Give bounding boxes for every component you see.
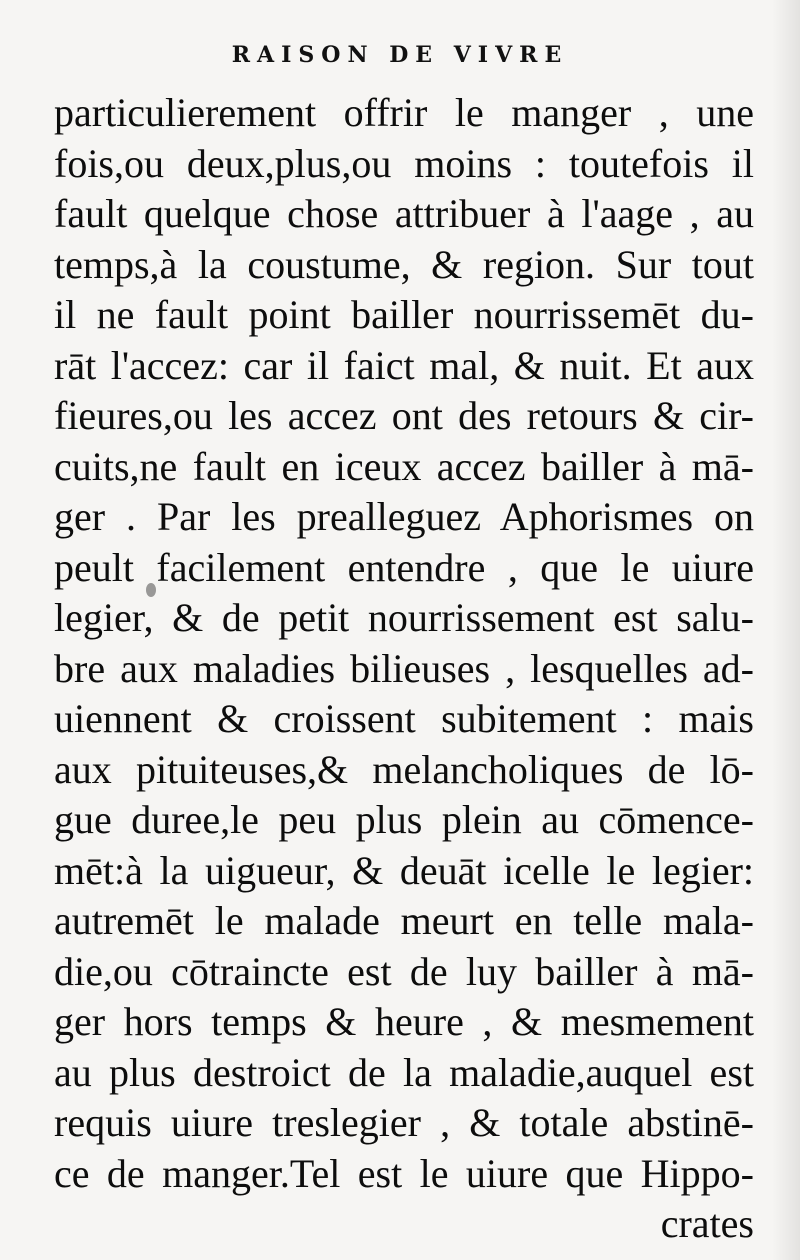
- running-head: RAISON DE VIVRE: [231, 42, 569, 68]
- page-edge-shadow: [772, 0, 800, 1260]
- text-line: particulierement offrir le manger , une: [54, 90, 754, 135]
- text-line: ger . Par les prealleguez Aphorismes on: [54, 494, 754, 539]
- text-line: bre aux maladies bilieuses , lesquelles ad-: [54, 645, 754, 691]
- text-line: il ne fault point bailler nourrissemēt du-: [54, 292, 754, 337]
- text-line: fault quelque chose attribuer à l'aage , au: [54, 191, 754, 236]
- text-line: au plus destroict de la maladie,auquel est: [54, 1049, 754, 1095]
- text-line: rāt l'accez: car il faict mal, & nuit. Et aux: [54, 342, 754, 388]
- text-line: fieures,ou les accez ont des retours & cir-: [54, 393, 754, 438]
- ink-blot: [146, 583, 156, 597]
- text-line: peult facilement entendre , que le uiure: [54, 544, 754, 590]
- body-text: [54, 88, 754, 1250]
- text-line: fois,ou deux,plus,ou moins : toutefois il: [54, 140, 754, 186]
- text-line: gue duree,le peu plus plein au cōmence-: [54, 797, 754, 842]
- text-line: uiennent & croissent subitement : mais: [54, 696, 754, 741]
- text-line: autremēt le malade meurt en telle mala-: [54, 898, 754, 943]
- text-line: legier, & de petit nourrissement est salu-: [54, 595, 754, 640]
- text-line: ce de manger.Tel est le uiure que Hippo-: [54, 1150, 754, 1196]
- text-line: die,ou cōtraincte est de luy bailler à mā-: [54, 948, 754, 994]
- text-line: cuits,ne fault en iceux accez bailler à mā-: [54, 443, 754, 489]
- text-line: ger hors temps & heure , & mesmement: [54, 999, 754, 1044]
- text-line: mēt:à la uigueur, & deuāt icelle le legier:: [54, 847, 754, 893]
- text-line: requis uiure treslegier , & totale abstinē-: [54, 1100, 754, 1145]
- text-line: temps,à la coustume, & region. Sur tout: [54, 241, 754, 287]
- text-line: aux pituiteuses,& melancholiques de lō-: [54, 746, 754, 792]
- catchword: crates: [660, 1201, 754, 1246]
